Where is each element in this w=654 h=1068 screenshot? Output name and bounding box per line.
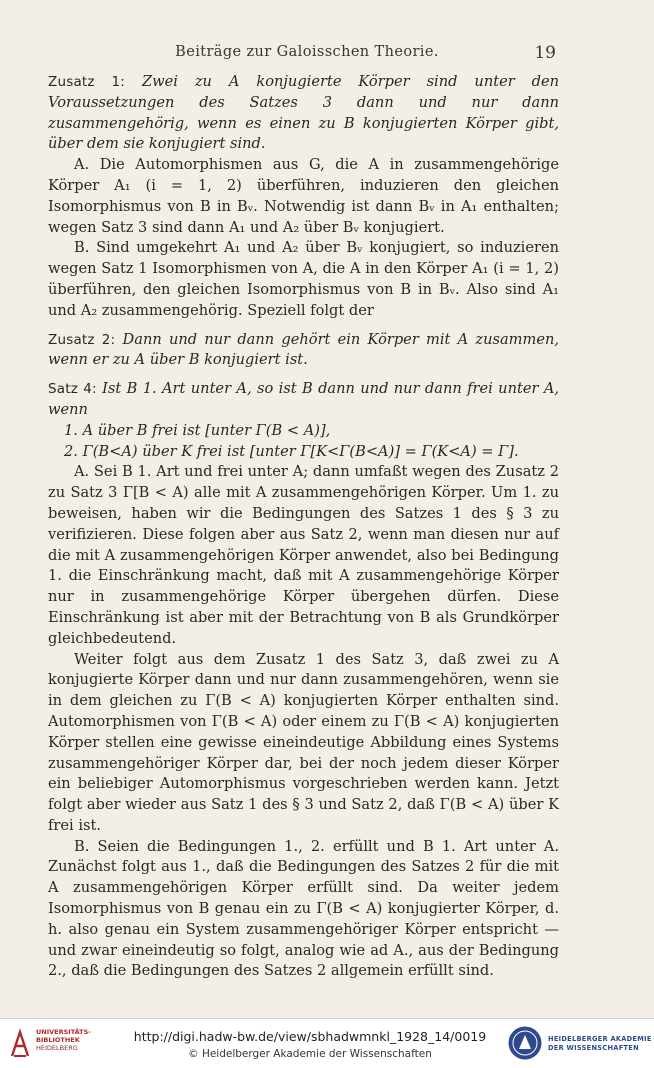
academy-seal-icon: [507, 1025, 543, 1061]
library-name: [36, 1028, 91, 1052]
academy-name-line-2: DER WISSENSCHAFTEN: [548, 1043, 639, 1052]
zusatz-1-text: Zwei zu A konjugierte Körper sind unter den Voraussetzungen des Satzes 3 dann und nur dann zusammengehörig, wenn es einen zu B konjugierten Körper gibt, über dem sie konjugiert sind.: [48, 73, 560, 153]
library-city: HEIDELBERG: [36, 1044, 78, 1052]
proof-a2-paragraph: A. Sei B 1. Art und frei unter A; dann umfaßt wegen des Zusatz 2 zu Satz 3 Γ[B < A) alle mit A zusammengehörigen Körper. Um 1. zu beweisen, haben wir die Bedingungen des Satzes 1 des § 3 zu verifizieren. Diese folgen aber aus Satz 2, wenn man diesen nur auf die mit A zusammengehörigen Körper anwendet, also bei Bedingung 1. die Einschränkung macht, daß mit A zusammengehörige Körper nur in zusammengehörige Körper übergehen dürfen. Diese Einschränkung ist aber mit der Betrachtung von B als Grundkörper gleichbedeutend.: [48, 463, 559, 647]
zusatz-2: [48, 330, 559, 372]
library-name-line-1: UNIVERSITÄTS-: [36, 1028, 91, 1036]
library-name-line-2: BIBLIOTHEK: [36, 1036, 80, 1044]
body-text: [48, 72, 559, 982]
academy-name-line-1: HEIDELBERGER AKADEMIE: [548, 1035, 652, 1043]
library-logo-icon: [10, 1028, 30, 1058]
proof-b2-paragraph: B. Seien die Bedingungen 1., 2. erfüllt und B 1. Art unter A. Zunächst folgt aus 1., daß die Bedingungen des Satzes 2 für die mit A zusammengehörigen Körper erfüllt sind. Da weiter jedem Isomorphismus von B genau ein zu Γ(B < A) konjugierter Körper, d. h. also genau ein System zusammengehöriger Körper entspricht — und zwar eineindeutig so folgt, analog wie ad A., aus der Bedingung 2., daß die Bedingungen des Satzes 2 allgemein erfüllt sind.: [48, 837, 559, 980]
weiter-paragraph: Weiter folgt aus dem Zusatz 1 des Satz 3, daß zwei zu A konjugierte Körper dann und nur dann zusammengehören, wenn sie in dem gleichen zu Γ(B < A) konjugierten Körper enthalten sind. Automorphismen von Γ(B < A) oder einem zu Γ(B < A) konjugierten Körper stellen eine gewisse eineindeutige Abbildung eines Systems zusammengehöriger Körper dar, bei der noch jedem dieser Körper ein beliebiger Automorphismus vorgeschrieben werden kann. Jetzt folgt aber wieder aus Satz 1 des § 3 und Satz 2, daß Γ(B < A) über K frei ist.: [48, 650, 559, 834]
zusatz-1-label: Zusatz 1:: [48, 74, 126, 90]
zusatz-2-label: Zusatz 2:: [48, 331, 116, 348]
condition-1: 1. A über B frei ist [unter Γ(B < A)],: [64, 421, 331, 439]
copyright-notice: © Heidelberger Akademie der Wissenschaften: [188, 1048, 432, 1060]
satz-4-label: Satz 4:: [48, 381, 97, 398]
viewer-footer: [0, 1018, 654, 1068]
academy-name: [548, 1035, 652, 1052]
zusatz-1: [48, 72, 559, 155]
proof-a-paragraph: A. Die Automorphismen aus G, die A in zusammengehörige Körper A₁ (i = 1, 2) überführen, induzieren den gleichen Isomorphismus von B in Bᵥ. Notwendig ist dann Bᵥ in A₁ enthalten; wegen Satz 3 sind dann A₁ und A₂ über Bᵥ konjugiert.: [48, 156, 559, 236]
satz-4: [48, 379, 559, 421]
page-number: 19: [534, 43, 556, 63]
permalink[interactable]: http://digi.hadw-bw.de/view/sbhadwmnkl_1928_14/0019: [133, 1029, 487, 1044]
satz-4-text: Ist B 1. Art unter A, so ist B dann und nur dann frei unter A, wenn: [48, 380, 559, 418]
zusatz-2-text: Dann und nur dann gehört ein Körper mit A zusammen, wenn er zu A über B konjugiert ist.: [48, 330, 560, 369]
condition-2: 2. Γ(B<A) über K frei ist [unter Γ[K<Γ(B<A)] = Γ(K<A) = Γ].: [64, 442, 519, 460]
proof-b-paragraph: B. Sind umgekehrt A₁ und A₂ über Bᵥ konjugiert, so induzieren wegen Satz 1 Isomorphismen von A, die A in den Körper A₁ (i = 1, 2) überführen, den gleichen Isomorphismus von B in Bᵥ. Also sind A₁ und A₂ zusammengehörig. Speziell folgt der: [48, 239, 559, 319]
running-title: Beiträge zur Galoisschen Theorie.: [175, 44, 439, 60]
